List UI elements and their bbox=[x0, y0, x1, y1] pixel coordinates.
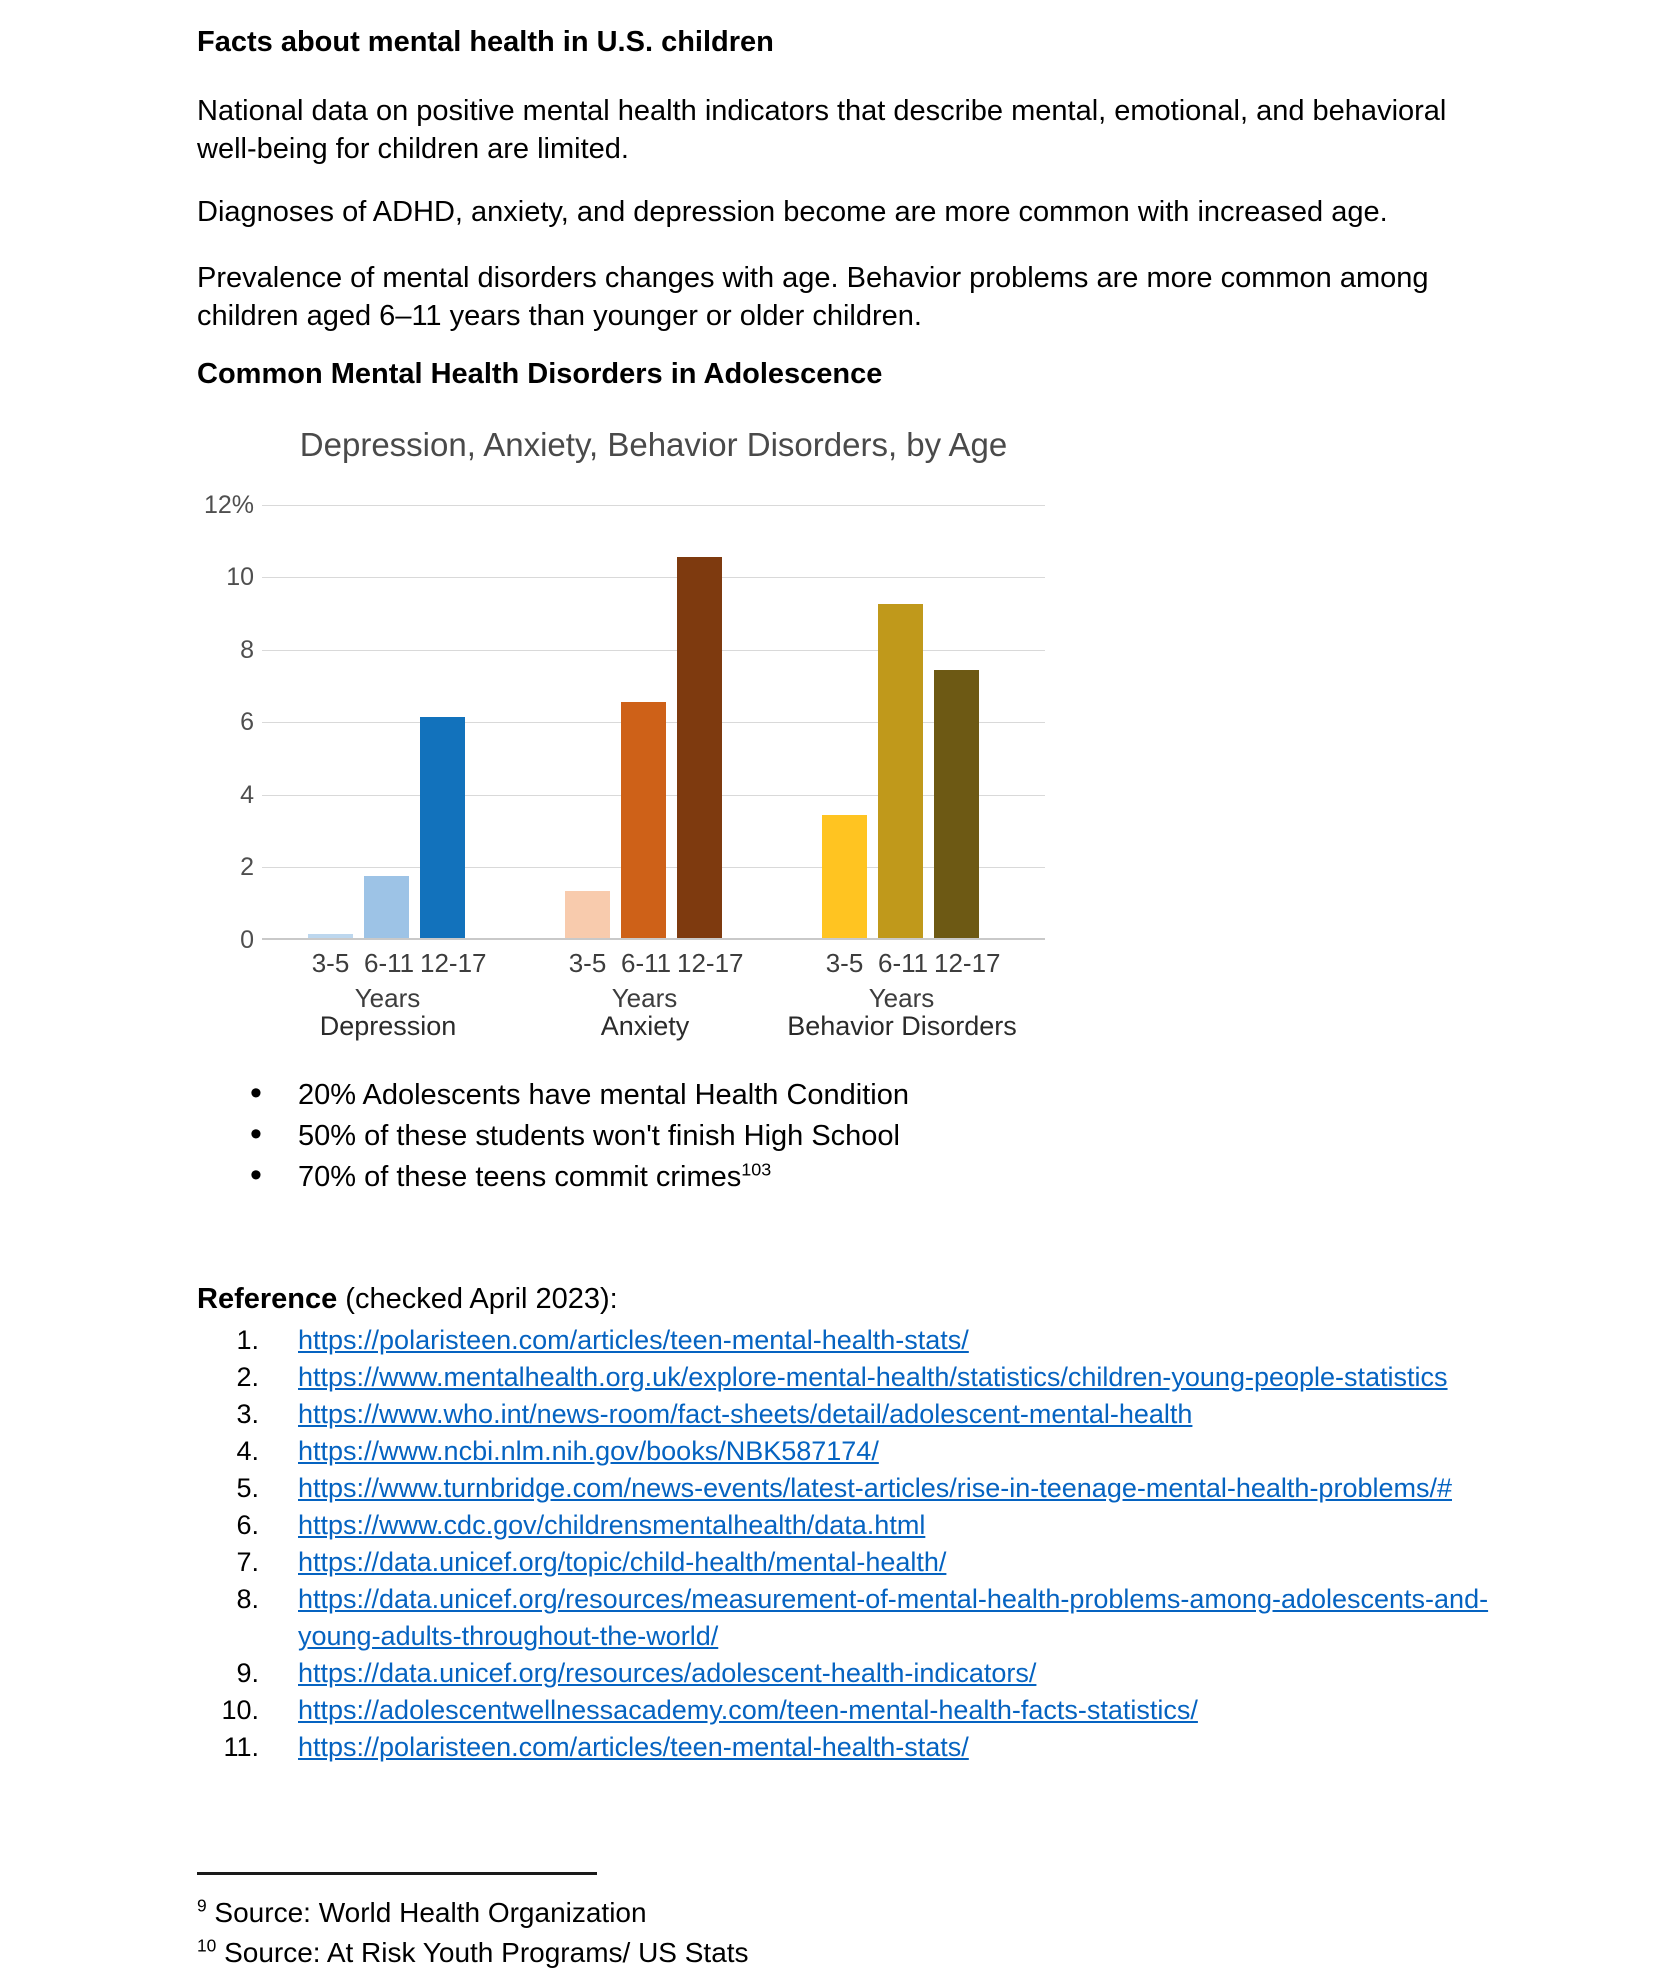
footnote-at-risk bbox=[197, 1933, 749, 1973]
reference-number: 2. bbox=[236, 1362, 259, 1392]
reference-item bbox=[197, 1544, 1488, 1581]
footnote-text: Source: At Risk Youth Programs/ US Stats bbox=[216, 1937, 749, 1968]
x-axis-tick: 3-5 bbox=[568, 948, 607, 978]
bar-depression-6-11 bbox=[364, 876, 409, 938]
bullet-text: 20% Adolescents have mental Health Condition bbox=[298, 1079, 909, 1111]
bar-group-behavior bbox=[822, 503, 979, 938]
reference-list bbox=[197, 1322, 1488, 1766]
reference-number: 9. bbox=[236, 1658, 259, 1688]
bullet-text: 70% of these teens commit crimes bbox=[298, 1161, 742, 1193]
x-tick-row-behavior bbox=[822, 948, 1001, 979]
list-item bbox=[250, 1159, 909, 1200]
section-heading-common-disorders: Common Mental Health Disorders in Adolescence bbox=[197, 358, 883, 390]
bar-anxiety-3-5 bbox=[565, 891, 610, 938]
x-axis-tick: 3-5 bbox=[311, 948, 350, 978]
paragraph-line: National data on positive mental health indicators that describe mental, emotional, and behavioral bbox=[197, 95, 1447, 127]
reference-link[interactable]: https://adolescentwellnessacademy.com/teen-mental-health-facts-statistics/ bbox=[298, 1695, 1198, 1725]
footnote-separator bbox=[197, 1872, 597, 1875]
footnote-marker: 10 bbox=[197, 1935, 217, 1956]
reference-item bbox=[197, 1692, 1488, 1729]
reference-number: 5. bbox=[236, 1473, 259, 1503]
y-axis-tick: 10 bbox=[226, 563, 254, 591]
paragraph-prevalence bbox=[197, 259, 1429, 335]
reference-link[interactable]: https://www.turnbridge.com/news-events/latest-articles/rise-in-teenage-mental-health-problems/# bbox=[298, 1473, 1452, 1503]
reference-item bbox=[197, 1729, 1488, 1766]
paragraph-line: well-being for children are limited. bbox=[197, 133, 629, 165]
reference-number: 8. bbox=[236, 1584, 259, 1614]
reference-link[interactable]: https://www.who.int/news-room/fact-sheets/detail/adolescent-mental-health bbox=[298, 1399, 1193, 1429]
paragraph-national-data bbox=[197, 92, 1446, 168]
bullet-text: 50% of these students won't finish High School bbox=[298, 1120, 901, 1152]
reference-item bbox=[197, 1322, 1488, 1359]
bar-group-anxiety bbox=[565, 503, 722, 938]
reference-number: 7. bbox=[236, 1547, 259, 1577]
paragraph-line: Prevalence of mental disorders changes with age. Behavior problems are more common among bbox=[197, 262, 1429, 294]
reference-item bbox=[197, 1507, 1488, 1544]
y-axis-labels bbox=[197, 491, 254, 954]
bar-behavior-3-5 bbox=[822, 815, 867, 938]
axis-label-years: Years bbox=[354, 983, 421, 1013]
bar-anxiety-12-17 bbox=[677, 557, 722, 938]
y-axis-tick: 6 bbox=[240, 708, 254, 736]
reference-item bbox=[197, 1396, 1488, 1433]
bar-group-depression bbox=[308, 503, 465, 938]
reference-link[interactable]: https://data.unicef.org/resources/adolescent-health-indicators/ bbox=[298, 1658, 1037, 1688]
x-axis-tick: 6-11 bbox=[621, 948, 672, 978]
x-axis-tick: 6-11 bbox=[878, 948, 929, 978]
reference-number: 4. bbox=[236, 1436, 259, 1466]
footnote-text: Source: World Health Organization bbox=[206, 1897, 647, 1928]
x-tick-row-depression bbox=[308, 948, 487, 979]
reference-number: 6. bbox=[236, 1510, 259, 1540]
reference-link[interactable]: https://data.unicef.org/topic/child-health/mental-health/ bbox=[298, 1547, 947, 1577]
plot-area bbox=[262, 505, 1045, 940]
paragraph-diagnoses: Diagnoses of ADHD, anxiety, and depression become are more common with increased age. bbox=[197, 196, 1388, 228]
reference-number: 11. bbox=[223, 1732, 259, 1762]
x-tick-row-anxiety bbox=[565, 948, 744, 979]
reference-number: 1. bbox=[236, 1325, 259, 1355]
reference-item bbox=[197, 1433, 1488, 1470]
reference-heading-bold: Reference bbox=[197, 1283, 338, 1315]
reference-link[interactable]: https://polaristeen.com/articles/teen-mental-health-stats/ bbox=[298, 1325, 969, 1355]
category-label-anxiety: Anxiety bbox=[600, 1011, 690, 1041]
y-axis-tick: 8 bbox=[240, 636, 254, 664]
reference-item bbox=[197, 1470, 1488, 1507]
x-axis-tick: 12-17 bbox=[934, 948, 1001, 978]
footnote-who bbox=[197, 1893, 647, 1933]
reference-link[interactable]: https://www.ncbi.nlm.nih.gov/books/NBK587174/ bbox=[298, 1436, 879, 1466]
reference-link[interactable]: https://polaristeen.com/articles/teen-mental-health-stats/ bbox=[298, 1732, 969, 1762]
statistics-bullet-list bbox=[250, 1077, 909, 1200]
category-label-behavior: Behavior Disorders bbox=[787, 1011, 1017, 1041]
reference-item bbox=[197, 1581, 1488, 1655]
page-title: Facts about mental health in U.S. children bbox=[197, 26, 774, 58]
reference-heading bbox=[197, 1283, 618, 1316]
reference-link[interactable]: https://data.unicef.org/resources/measurement-of-mental-health-problems-among-adolescents-and- young-adults-throughout-the-world/ bbox=[298, 1584, 1489, 1651]
reference-number: 10. bbox=[221, 1695, 259, 1725]
list-item bbox=[250, 1077, 909, 1118]
y-axis-tick: 0 bbox=[240, 926, 254, 954]
list-item bbox=[250, 1118, 909, 1159]
chart-title: Depression, Anxiety, Behavior Disorders, by Age bbox=[299, 426, 1008, 463]
paragraph-line: children aged 6–11 years than younger or older children. bbox=[197, 300, 922, 332]
axis-label-years: Years bbox=[611, 983, 678, 1013]
y-axis-tick: 12% bbox=[203, 491, 254, 519]
x-axis-tick: 6-11 bbox=[364, 948, 415, 978]
reference-link[interactable]: https://www.mentalhealth.org.uk/explore-mental-health/statistics/children-young-people-statistics bbox=[298, 1362, 1448, 1392]
reference-link[interactable]: https://www.cdc.gov/childrensmentalhealth/data.html bbox=[298, 1510, 926, 1540]
reference-number: 3. bbox=[236, 1399, 259, 1429]
category-label-depression: Depression bbox=[319, 1011, 457, 1041]
reference-item bbox=[197, 1359, 1488, 1396]
bar-chart bbox=[197, 418, 1077, 1043]
footnote-marker: 9 bbox=[197, 1895, 207, 1916]
footnote-marker: 103 bbox=[741, 1159, 772, 1180]
x-axis-tick: 3-5 bbox=[825, 948, 864, 978]
bar-depression-12-17 bbox=[420, 717, 465, 938]
reference-item bbox=[197, 1655, 1488, 1692]
x-axis-tick: 12-17 bbox=[677, 948, 744, 978]
bar-depression-3-5 bbox=[308, 934, 353, 938]
bar-anxiety-6-11 bbox=[621, 702, 666, 938]
x-axis-tick: 12-17 bbox=[420, 948, 487, 978]
y-axis-tick: 4 bbox=[240, 781, 254, 809]
axis-label-years: Years bbox=[868, 983, 935, 1013]
bar-behavior-12-17 bbox=[934, 670, 979, 938]
y-axis-tick: 2 bbox=[240, 853, 254, 881]
bar-behavior-6-11 bbox=[878, 604, 923, 938]
reference-heading-rest: (checked April 2023): bbox=[337, 1283, 618, 1315]
